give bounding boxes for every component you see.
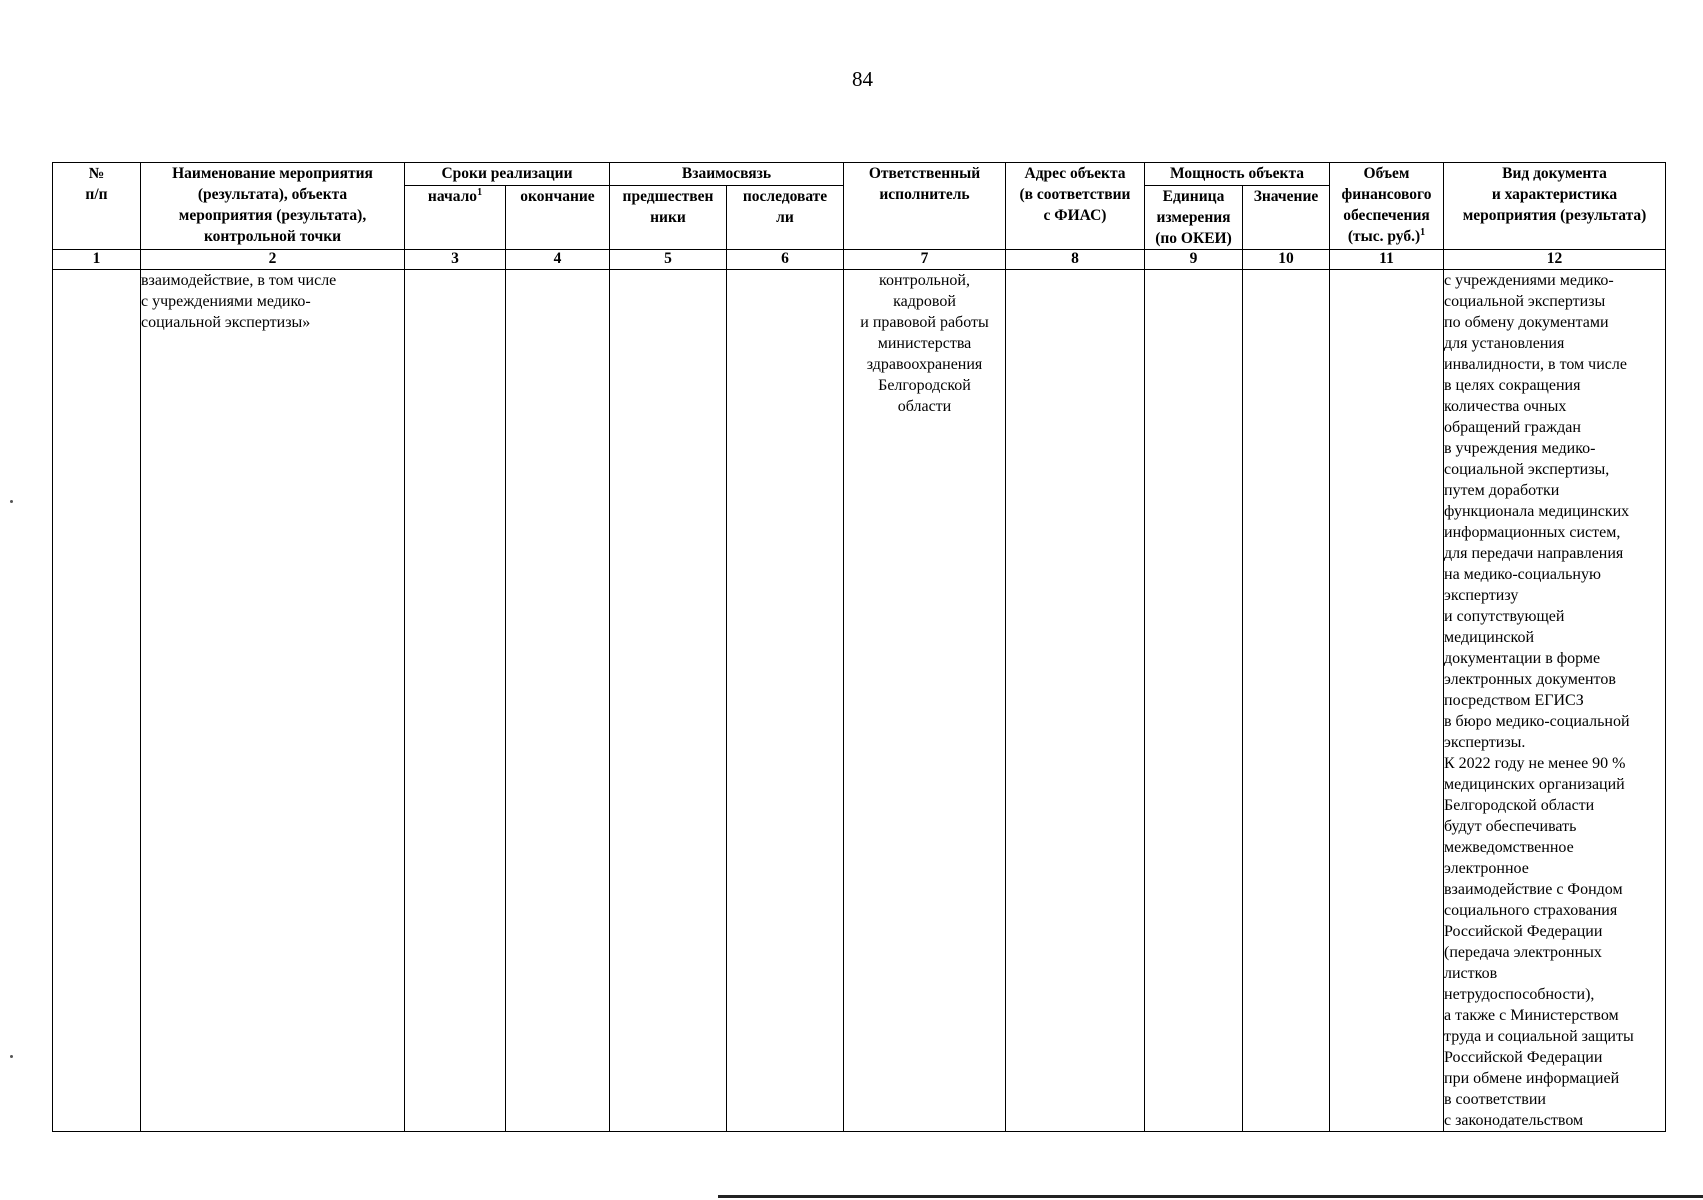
column-number: 2 xyxy=(141,250,405,270)
cell-document-line: документации в форме xyxy=(1444,650,1601,667)
cell-document-line: взаимодействие с Фондом xyxy=(1444,881,1623,898)
header-name-line: (результата), объекта xyxy=(197,186,348,203)
cell-document-line: Российской Федерации xyxy=(1444,923,1603,940)
header-address-line: (в соответствии xyxy=(1019,186,1131,203)
cell-name-line: социальной экспертизы» xyxy=(141,314,311,331)
cell-document-line: и сопутствующей xyxy=(1444,608,1565,625)
header-start-label: начало xyxy=(427,188,478,205)
header-name-line: Наименование мероприятия xyxy=(172,165,373,182)
footnote-mark: 1 xyxy=(1420,226,1426,238)
cell-document-line: обращений граждан xyxy=(1444,419,1581,436)
cell-document-line: путем доработки xyxy=(1444,482,1560,499)
measures-table xyxy=(52,162,1666,1132)
header-predecessors-line: ники xyxy=(650,209,686,226)
cell-document-line: электронное xyxy=(1444,860,1529,877)
header-value xyxy=(1243,186,1330,250)
column-number: 5 xyxy=(610,250,727,270)
cell-document-line: инвалидности, в том числе xyxy=(1444,356,1627,373)
header-group-link-label: Взаимосвязь xyxy=(681,165,772,182)
header-end-label: окончание xyxy=(520,188,595,205)
cell-document-line: для передачи направления xyxy=(1444,545,1624,562)
cell-unit xyxy=(1145,270,1243,1132)
header-group-terms xyxy=(405,163,610,186)
cell-end xyxy=(506,270,610,1132)
cell-document-line: при обмене информацией xyxy=(1444,1070,1620,1087)
cell-document-line: посредством ЕГИСЗ xyxy=(1444,692,1584,709)
scan-speck xyxy=(10,1055,13,1058)
cell-document-line: экспертизу xyxy=(1444,587,1519,604)
cell-document-line: К 2022 году не менее 90 % xyxy=(1444,755,1626,772)
cell-financing xyxy=(1330,270,1444,1132)
header-successors xyxy=(727,186,844,250)
header-responsible xyxy=(844,163,1006,250)
header-financing-line xyxy=(1330,226,1443,247)
cell-document-line: Российской Федерации xyxy=(1444,1049,1603,1066)
cell-document-line: листков xyxy=(1444,965,1498,982)
header-financing-unit: (тыс. руб.) xyxy=(1347,228,1421,245)
cell-name xyxy=(141,270,405,1132)
header-number xyxy=(53,163,141,250)
column-number: 11 xyxy=(1330,250,1444,270)
column-number: 7 xyxy=(844,250,1006,270)
column-number: 1 xyxy=(53,250,141,270)
cell-value xyxy=(1243,270,1330,1132)
header-name-line: контрольной точки xyxy=(203,228,342,245)
column-number-row xyxy=(53,250,1666,270)
header-financing xyxy=(1330,163,1444,250)
header-value-label: Значение xyxy=(1253,188,1319,205)
cell-predecessors xyxy=(610,270,727,1132)
cell-document-line: социальной экспертизы xyxy=(1444,293,1606,310)
header-group-capacity xyxy=(1145,163,1330,186)
header-group-capacity-label: Мощность объекта xyxy=(1169,165,1305,182)
cell-document-line: в целях сокращения xyxy=(1444,377,1581,394)
cell-address xyxy=(1006,270,1145,1132)
header-document-line: мероприятия (результата) xyxy=(1462,207,1647,224)
cell-successors xyxy=(727,270,844,1132)
header-document-line: Вид документа xyxy=(1502,165,1607,182)
column-number: 8 xyxy=(1006,250,1145,270)
header-document-type xyxy=(1444,163,1666,250)
scan-speck xyxy=(10,500,13,503)
header-end xyxy=(506,186,610,250)
cell-document-line: количества очных xyxy=(1444,398,1567,415)
cell-responsible-line: области xyxy=(897,398,952,415)
cell-document-line: нетрудоспособности), xyxy=(1444,986,1595,1003)
header-number-line: № xyxy=(88,165,105,182)
table-row xyxy=(53,270,1666,1132)
cell-document-line: Белгородской области xyxy=(1444,797,1595,814)
cell-document-type xyxy=(1444,270,1666,1132)
column-number: 3 xyxy=(405,250,506,270)
column-number: 4 xyxy=(506,250,610,270)
scan-edge-line xyxy=(718,1195,1703,1198)
header-financing-line: обеспечения xyxy=(1343,207,1430,224)
header-responsible-line: исполнитель xyxy=(879,186,970,203)
cell-document-line: по обмену документами xyxy=(1444,314,1609,331)
column-number: 6 xyxy=(727,250,844,270)
header-group-link xyxy=(610,163,844,186)
header-financing-line: Объем xyxy=(1363,165,1410,182)
cell-start xyxy=(405,270,506,1132)
footnote-mark: 1 xyxy=(477,186,483,198)
cell-number xyxy=(53,270,141,1132)
header-address xyxy=(1006,163,1145,250)
cell-document-line: информационных систем, xyxy=(1444,524,1621,541)
column-number: 10 xyxy=(1243,250,1330,270)
header-number-line: п/п xyxy=(85,186,108,203)
cell-document-line: а также с Министерством xyxy=(1444,1007,1619,1024)
header-address-line: Адрес объекта xyxy=(1024,165,1126,182)
cell-document-line: межведомственное xyxy=(1444,839,1574,856)
column-number: 9 xyxy=(1145,250,1243,270)
cell-document-line: экспертизы. xyxy=(1444,734,1526,751)
cell-document-line: медицинских организаций xyxy=(1444,776,1625,793)
header-unit-line: Единица xyxy=(1162,188,1225,205)
header-predecessors-line: предшествен xyxy=(622,188,714,205)
cell-name-line: с учреждениями медико- xyxy=(141,293,311,310)
header-name-line: мероприятия (результата), xyxy=(178,207,367,224)
header-financing-line: финансового xyxy=(1341,186,1432,203)
cell-document-line: в соответствии xyxy=(1444,1091,1546,1108)
cell-document-line: (передача электронных xyxy=(1444,944,1602,961)
header-name xyxy=(141,163,405,250)
cell-responsible-line: и правовой работы xyxy=(860,314,989,331)
cell-document-line: социального страхования xyxy=(1444,902,1618,919)
cell-document-line: с законодательством xyxy=(1444,1112,1584,1129)
header-predecessors xyxy=(610,186,727,250)
cell-responsible xyxy=(844,270,1006,1132)
header-responsible-line: Ответственный xyxy=(868,165,981,182)
header-unit-line: измерения xyxy=(1156,209,1231,226)
cell-document-line: в учреждения медико- xyxy=(1444,440,1596,457)
header-unit-line: (по ОКЕИ) xyxy=(1155,230,1232,247)
cell-responsible-line: министерства xyxy=(877,335,972,352)
cell-document-line: электронных документов xyxy=(1444,671,1616,688)
page-number: 84 xyxy=(852,67,873,91)
cell-document-line: на медико-социальную xyxy=(1444,566,1601,583)
cell-responsible-line: Белгородской xyxy=(878,377,971,394)
header-document-line: и характеристика xyxy=(1491,186,1618,203)
column-number: 12 xyxy=(1444,250,1666,270)
cell-document-line: с учреждениями медико- xyxy=(1444,272,1614,289)
header-address-line: с ФИАС) xyxy=(1043,207,1107,224)
cell-document-line: будут обеспечивать xyxy=(1444,818,1577,835)
cell-name-line: взаимодействие, в том числе xyxy=(141,272,337,289)
cell-document-line: медицинской xyxy=(1444,629,1535,646)
cell-document-line: социальной экспертизы, xyxy=(1444,461,1610,478)
header-unit xyxy=(1145,186,1243,250)
header-successors-line: ли xyxy=(776,209,794,226)
cell-responsible-line: здравоохранения xyxy=(866,356,983,373)
cell-responsible-line: кадровой xyxy=(893,293,956,310)
cell-document-line: в бюро медико-социальной xyxy=(1444,713,1630,730)
header-successors-line: последовате xyxy=(742,188,828,205)
header-start xyxy=(405,186,506,250)
cell-document-line: функционала медицинских xyxy=(1444,503,1630,520)
header-group-terms-label: Сроки реализации xyxy=(441,165,573,182)
cell-document-line: труда и социальной защиты xyxy=(1444,1028,1634,1045)
cell-responsible-line: контрольной, xyxy=(879,272,970,289)
cell-document-line: для установления xyxy=(1444,335,1565,352)
